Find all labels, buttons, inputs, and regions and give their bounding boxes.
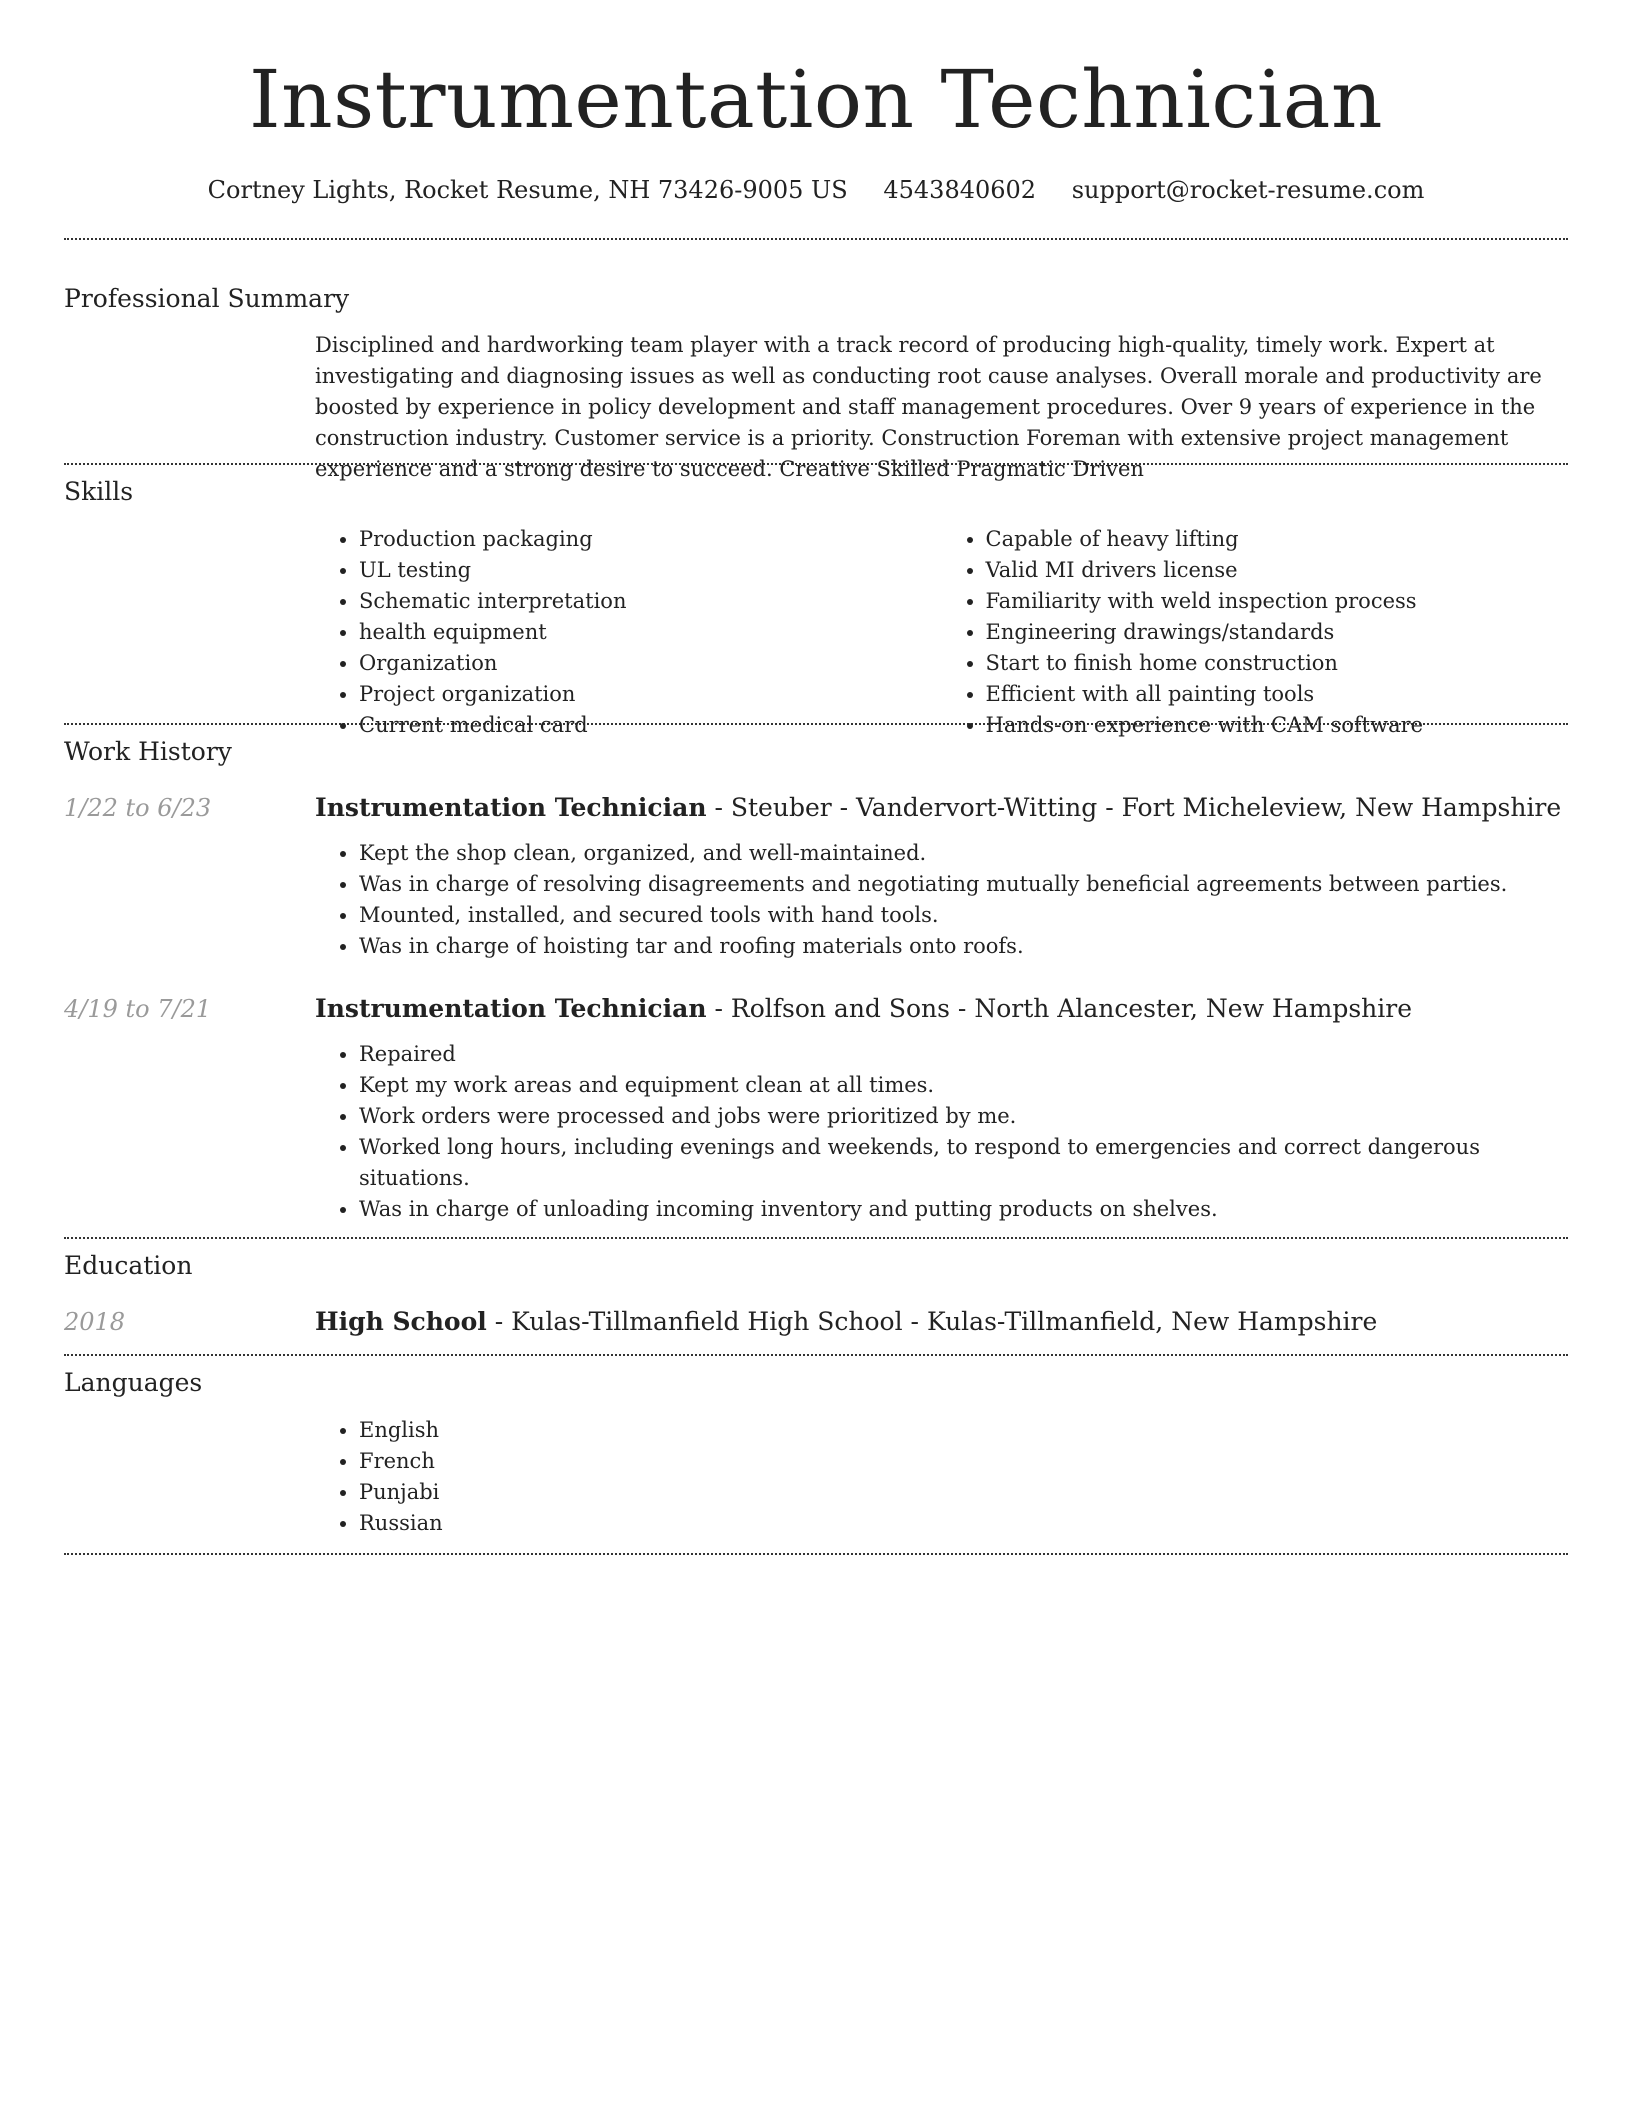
list-item: • health equipment	[359, 617, 942, 648]
list-item: • Was in charge of unloading incoming inventory and putting products on shelves.	[359, 1194, 1568, 1225]
job-dates: 4/19 to 7/21	[64, 995, 212, 1023]
list-item: • Current medical card	[359, 710, 942, 741]
education-title: Education	[64, 1251, 193, 1280]
list-item: • Kept my work areas and equipment clean at all times.	[359, 1070, 1568, 1101]
job-employer: - Rolfson and Sons - North Alancester, New Hampshire	[706, 994, 1413, 1023]
job-entry	[64, 992, 1568, 1225]
job-entry	[64, 791, 1568, 962]
job-dates: 1/22 to 6/23	[64, 794, 212, 822]
job-header	[64, 992, 1568, 1026]
contact-address: Cortney Lights, Rocket Resume, NH 73426-9005 US	[207, 176, 848, 204]
list-item: • Capable of heavy lifting	[986, 524, 1569, 555]
list-item: • Efficient with all painting tools	[986, 679, 1569, 710]
education-degree: High School	[315, 1307, 487, 1336]
job-role: Instrumentation Technician	[315, 994, 707, 1023]
skills-section	[64, 475, 1568, 737]
list-item: • English	[359, 1415, 1568, 1446]
summary-section	[64, 282, 1568, 481]
list-item: • Russian	[359, 1508, 1568, 1539]
list-item: • Start to finish home construction	[986, 648, 1569, 679]
job-header	[64, 791, 1568, 825]
job-role: Instrumentation Technician	[315, 793, 707, 822]
skills-columns	[315, 524, 1568, 737]
job-bullets	[315, 838, 1568, 962]
divider	[64, 1237, 1568, 1239]
list-item: • Repaired	[359, 1039, 1568, 1070]
list-item: • Engineering drawings/standards	[986, 617, 1569, 648]
education-title-line	[315, 1305, 1377, 1339]
education-year: 2018	[64, 1308, 126, 1336]
job-bullets	[315, 1039, 1568, 1225]
work-title: Work History	[64, 737, 232, 766]
list-item: • Familiarity with weld inspection process	[986, 586, 1569, 617]
summary-text: Disciplined and hardworking team player with a track record of producing high-quality, timely work. Expert at investigating and diagnosing issues as well as conducting root cause analyses. Overall morale and productivity are boosted by experience in policy development and staff management procedures. Over 9 years of experience in the construction industry. Customer service is a priority. Construction Foreman with extensive project management experience and a strong desire to succeed. Creative Skilled Pragmatic Driven	[315, 333, 1542, 481]
skills-list-left	[315, 524, 942, 737]
contact-phone: 4543840602	[883, 176, 1037, 204]
job-title	[315, 992, 1412, 1026]
job-title	[315, 791, 1561, 825]
list-item: • Valid MI drivers license	[986, 555, 1569, 586]
job-employer: - Steuber - Vandervort-Witting - Fort Micheleview, New Hampshire	[706, 793, 1562, 822]
list-item: • Worked long hours, including evenings and weekends, to respond to emergencies and correct dangerous situations.	[359, 1132, 1568, 1194]
divider	[64, 1354, 1568, 1356]
languages-section	[64, 1366, 1568, 1539]
resume-name: Instrumentation Technician	[248, 53, 1384, 146]
work-section	[64, 735, 1568, 1225]
list-item: • French	[359, 1446, 1568, 1477]
education-section	[64, 1249, 1568, 1339]
list-item: • Organization	[359, 648, 942, 679]
contact-email: support@rocket-resume.com	[1071, 176, 1425, 204]
divider	[64, 1553, 1568, 1555]
list-item: • Project organization	[359, 679, 942, 710]
list-item: • Schematic interpretation	[359, 586, 942, 617]
languages-title: Languages	[64, 1368, 203, 1397]
list-item: • Was in charge of hoisting tar and roofing materials onto roofs.	[359, 931, 1568, 962]
list-item: • UL testing	[359, 555, 942, 586]
contact-line	[64, 170, 1568, 210]
list-item: • Kept the shop clean, organized, and well-maintained.	[359, 838, 1568, 869]
resume-page	[64, 0, 1568, 1555]
divider	[64, 238, 1568, 240]
list-item: • Work orders were processed and jobs were prioritized by me.	[359, 1101, 1568, 1132]
summary-title: Professional Summary	[64, 284, 350, 313]
list-item: • Production packaging	[359, 524, 942, 555]
education-school: - Kulas-Tillmanfield High School - Kulas-Tillmanfield, New Hampshire	[486, 1307, 1378, 1336]
list-item: • Hands-on experience with CAM software	[986, 710, 1569, 741]
list-item: • Punjabi	[359, 1477, 1568, 1508]
list-item: • Mounted, installed, and secured tools with hand tools.	[359, 900, 1568, 931]
languages-list	[315, 1415, 1568, 1539]
education-entry	[64, 1305, 1568, 1339]
skills-title: Skills	[64, 477, 134, 506]
skills-list-right	[942, 524, 1569, 737]
list-item: • Was in charge of resolving disagreements and negotiating mutually beneficial agreements between parties.	[359, 869, 1568, 900]
